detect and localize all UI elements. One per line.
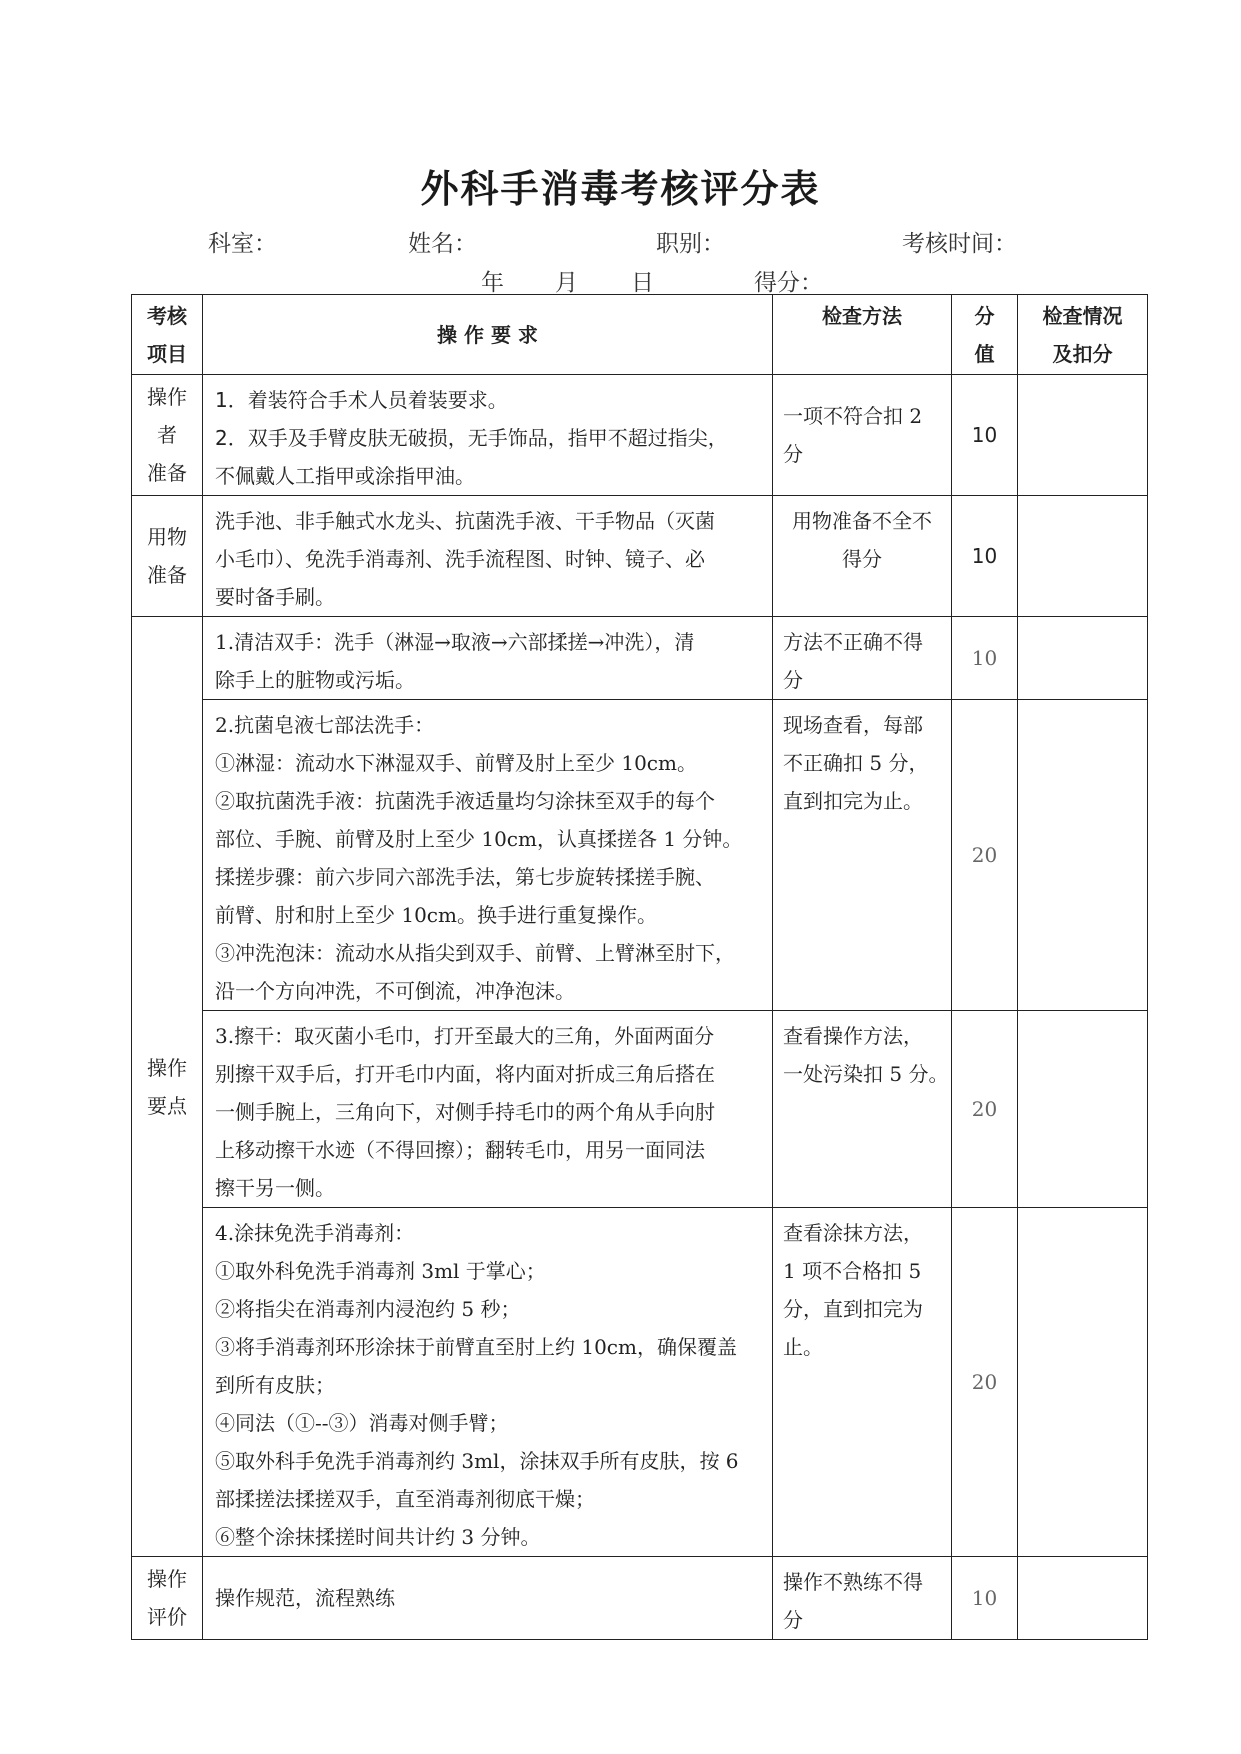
item-key-points: 操作 要点 [132,617,203,1557]
method-cell: 现场查看，每部 不正确扣 5 分， 直到扣完为止。 [773,700,952,1011]
score-cell: 10 [952,496,1018,617]
deduction-cell[interactable] [1018,375,1148,496]
method-cell: 用物准备不全不 得分 [773,496,952,617]
deduction-cell[interactable] [1018,617,1148,700]
table-row [132,700,1148,1011]
year-label: 年 [481,270,504,296]
requirement-cell: 3.擦干：取灭菌小毛巾，打开至最大的三角，外面两面分 别擦干双手后，打开毛巾内面，将内面对折成三角后搭在 一侧手腕上，三角向下，对侧手持毛巾的两个角从手向肘 上移动擦干水迹（不得回擦）；翻转毛巾，用另一面同法 擦干另一侧。 [203,1011,773,1208]
score-label: 得分： [754,270,823,296]
scoring-table [131,294,1148,1640]
method-cell: 一项不符合扣 2 分 [773,375,952,496]
method-cell: 操作不熟练不得 分 [773,1557,952,1640]
table-header-row [132,295,1148,375]
header-score: 分 值 [952,295,1018,375]
score-cell: 10 [952,1557,1018,1640]
item-evaluation: 操作 评价 [132,1557,203,1640]
deduction-cell[interactable] [1018,1557,1148,1640]
table-row [132,1208,1148,1557]
table-row [132,1557,1148,1640]
score-cell: 10 [952,375,1018,496]
page-title: 外科手消毒考核评分表 [420,167,821,211]
item-supplies-prep: 用物 准备 [132,496,203,617]
table-row [132,1011,1148,1208]
header-requirement: 操 作 要 求 [203,295,773,375]
dept-label: 科室： [208,231,277,257]
deduction-cell[interactable] [1018,1208,1148,1557]
requirement-cell: 2.抗菌皂液七部法洗手： ①淋湿：流动水下淋湿双手、前臂及肘上至少 10cm。 ②取抗菌洗手液：抗菌洗手液适量均匀涂抹至双手的每个 部位、手腕、前臂及肘上至少 10cm，认真揉搓各 1 分钟。 揉搓步骤：前六步同六部洗手法，第七步旋转揉搓手腕、 前臂、肘和肘上至少 10cm。换手进行重复操作。 ③冲洗泡沫：流动水从指尖到双手、前臂、上臂淋至肘下， 沿一个方向冲洗，不可倒流，冲净泡沫。 [203,700,773,1011]
month-label: 月 [555,270,578,296]
header-method: 检查方法 [773,295,952,375]
table-row [132,617,1148,700]
requirement-cell: 4.涂抹免洗手消毒剂： ①取外科免洗手消毒剂 3ml 于掌心； ②将指尖在消毒剂内浸泡约 5 秒； ③将手消毒剂环形涂抹于前臂直至肘上约 10cm，确保覆盖 到所有皮肤； ④同法（①--③）消毒对侧手臂； ⑤取外科手免洗手消毒剂约 3ml，涂抹双手所有皮肤，按 6 部揉搓法揉搓双手，直至消毒剂彻底干燥； ⑥整个涂抹揉搓时间共计约 3 分钟。 [203,1208,773,1557]
deduction-cell[interactable] [1018,700,1148,1011]
item-operator-prep: 操作 者 准备 [132,375,203,496]
method-cell: 查看涂抹方法， 1 项不合格扣 5 分，直到扣完为 止。 [773,1208,952,1557]
exam-time-label: 考核时间： [902,231,1017,257]
table-row [132,375,1148,496]
day-label: 日 [631,270,654,296]
score-cell: 10 [952,617,1018,700]
deduction-cell[interactable] [1018,496,1148,617]
requirement-cell: 操作规范，流程熟练 [203,1557,773,1640]
header-deduction: 检查情况 及扣分 [1018,295,1148,375]
requirement-cell: 1．着装符合手术人员着装要求。 2．双手及手臂皮肤无破损，无手饰品，指甲不超过指尖， 不佩戴人工指甲或涂指甲油。 [203,375,773,496]
requirement-cell: 1.清洁双手：洗手（淋湿→取液→六部揉搓→冲洗），清 除手上的脏物或污垢。 [203,617,773,700]
score-cell: 20 [952,1011,1018,1208]
table-row [132,496,1148,617]
score-cell: 20 [952,700,1018,1011]
method-cell: 方法不正确不得 分 [773,617,952,700]
score-cell: 20 [952,1208,1018,1557]
requirement-cell: 洗手池、非手触式水龙头、抗菌洗手液、干手物品（灭菌 小毛巾）、免洗手消毒剂、洗手流程图、时钟、镜子、必 要时备手刷。 [203,496,773,617]
rank-label: 职别： [656,231,725,257]
deduction-cell[interactable] [1018,1011,1148,1208]
name-label: 姓名： [408,231,477,257]
header-item: 考核 项目 [132,295,203,375]
method-cell: 查看操作方法， 一处污染扣 5 分。 [773,1011,952,1208]
